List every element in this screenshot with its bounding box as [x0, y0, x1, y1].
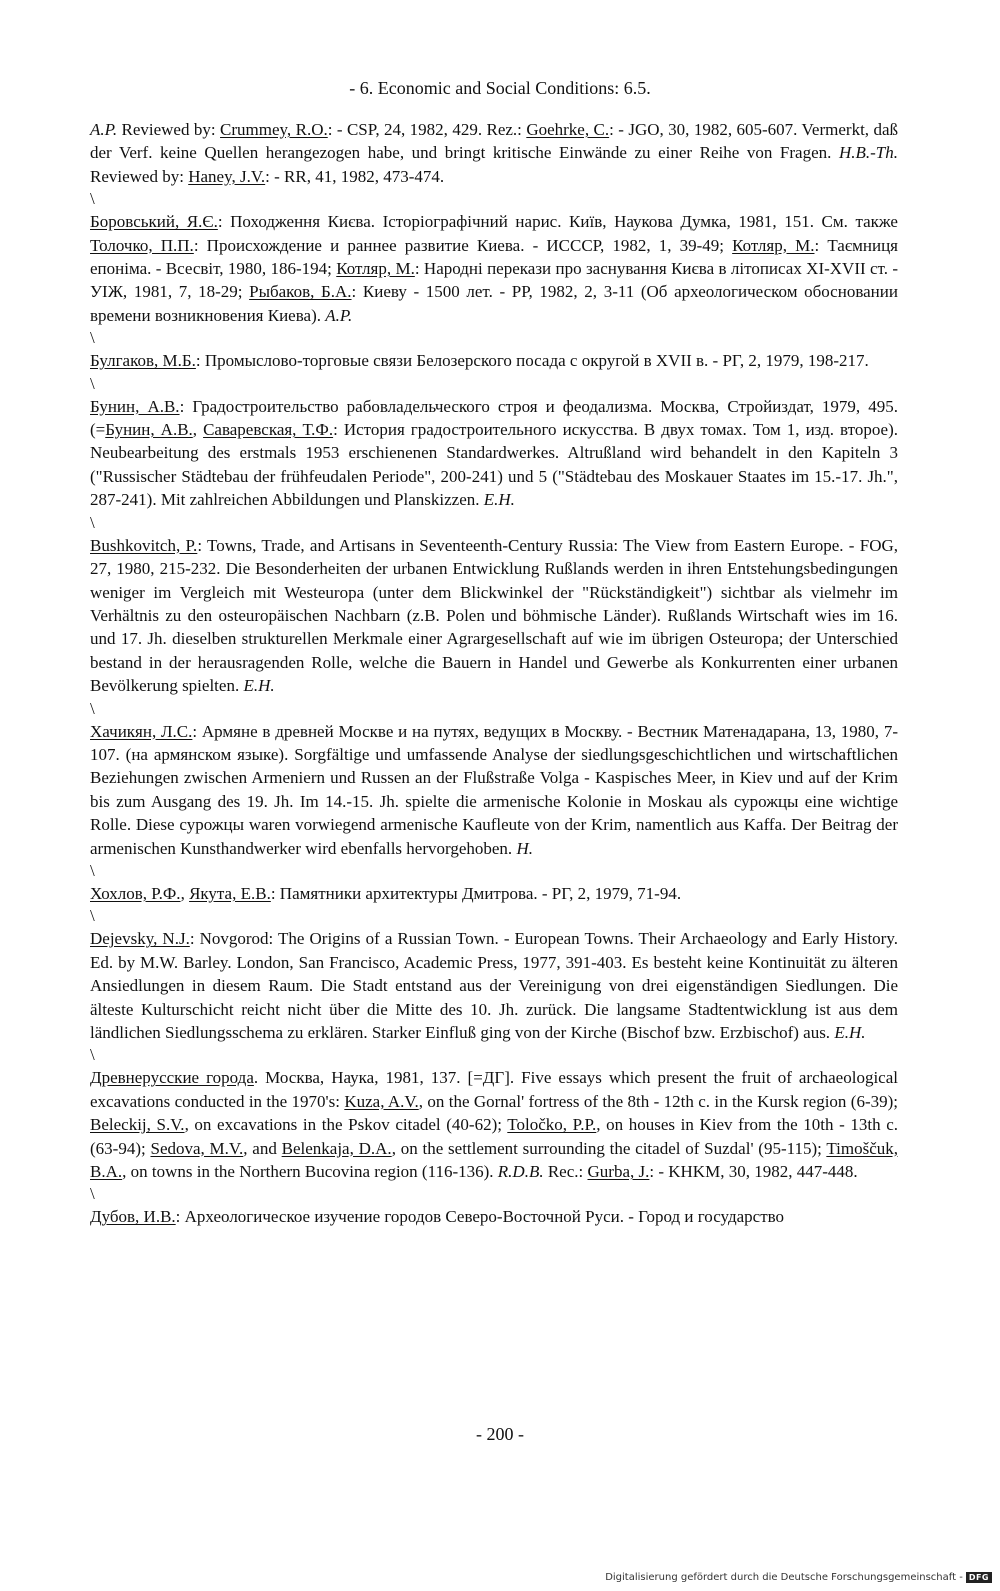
entry-text: : - JGO, 30, 1982, 605-607. Vermerkt, daß der Verf. keine Quellen herangezogen habe, und bringt kritische Einwände zu einer Reihe von Fragen. — [90, 120, 899, 163]
author-name: Timoščuk, B.A. — [90, 1138, 898, 1182]
author-name: Kuza, A.V. — [344, 1091, 419, 1111]
entry-separator: \ — [90, 1045, 95, 1065]
author-name: Толочко, П.П. — [90, 235, 194, 255]
page-number: - 200 - — [476, 1424, 524, 1444]
author-name: Дубов, И.В. — [90, 1207, 176, 1227]
entry-text: : Народні перекази про заснування Києва в літописах XI-XVII ст. - УІЖ, 1981, 7, 18-29; — [90, 259, 898, 302]
author-name: Рыбаков, Б.А. — [249, 282, 352, 302]
entry-separator: \ — [90, 189, 95, 209]
author-name: Haney, J.V. — [188, 166, 266, 186]
author-name: Якута, Е.В. — [189, 883, 271, 903]
bibliography-entry-borovskyi — [90, 210, 898, 327]
entry-separator: \ — [90, 860, 95, 880]
entry-text: : Towns, Trade, and Artisans in Seventeenth-Century Russia: The View from Eastern Europe. - FOG, 27, 1980, 215-232. Die Besonderheiten der urbanen Entwicklung Rußlands werden in ihren Entstehungsbedingungen weniger im Vergleich mit Westeuropa (unter dem Blickwinkel der "Rückständigkeit") sichtbar als vielmehr im Verhältnis zu den osteuropäischen Nachbarn (z.B. Polen und böhmische Länder). Rußlands Wirtschaft wies im 16. und 17. Jh. dieselben strukturellen Merkmale einer Agrargesellschaft auf wie im übrigen Osteuropa; der Unterschied bestand in der herausragenden Rolle, welche die Bauern in Handel und Gewerbe als Konkurrenten einer urbanen Bevölkerung spielten. — [90, 535, 898, 696]
reviewer-initials: R.D.B. — [497, 1162, 544, 1182]
entry-text: , on the Gornal' fortress of the 8th - 12th c. in the Kursk region (6-39); — [418, 1091, 899, 1111]
entry-text: : Промыслово-торговые связи Белозерского посада с округой в XVII в. - РГ, 2, 1979, 198-217. — [195, 351, 869, 371]
entry-text: : Археологическое изучение городов Северо-Восточной Руси. - Город и государство — [175, 1207, 785, 1227]
bibliography-entry-bunin — [90, 395, 898, 512]
bibliography-entry-bulgakov — [90, 349, 898, 372]
author-name: Котляр, М. — [732, 235, 815, 255]
author-name: Боровський, Я.Є. — [90, 212, 218, 232]
entry-text: : - RR, 41, 1982, 473-474. — [265, 166, 445, 186]
reviewer-initials: A.P. — [90, 120, 118, 139]
entry-text: : Киеву - 1500 лет. - РР, 1982, 2, 3-11 (Об археологическом обосновании времени возникновения Киева). — [90, 282, 898, 325]
entry-text: Reviewed by: — [117, 120, 221, 139]
author-name: Бунин, А.В. — [90, 396, 180, 416]
entry-text: : Градостроительство рабовладельческого строя и феодализма. Москва, Стройиздат, 1979, 495. (= — [90, 396, 898, 440]
bibliography-content — [90, 118, 898, 1229]
entry-text: : Памятники архитектуры Дмитрова. - РГ, 2, 1979, 71-94. — [270, 883, 682, 903]
author-name: Булгаков, М.Б. — [90, 351, 196, 371]
author-name: Dejevsky, N.J. — [90, 929, 190, 949]
entry-text: : - CSP, 24, 1982, 429. Rez.: — [327, 120, 527, 139]
reviewer-initials: E.H. — [243, 676, 275, 696]
entry-separator: \ — [90, 373, 95, 393]
entry-text: : Таємниця епоніма. - Всесвіт, 1980, 186-194; — [90, 235, 898, 279]
page-header: - 6. Economic and Social Conditions: 6.5. — [349, 78, 651, 98]
entry-text: : Novgorod: The Origins of a Russian Town. - European Towns. Their Archaeology and Early History. Ed. by M.W. Barley. London, San Francisco, Academic Press, 1977, 391-403. Es besteht keine Kontinuität zu älteren Ansiedlungen in diesem Raum. Die Stadt entstand aus der Vereinigung von drei eigenständigen Siedlungen. Die älteste Kulturschicht reicht nicht über die Mitte des 10. Jh. zurück. Die langsame Stadtentwicklung ist aus dem ländlichen Siedlungsschema zu erklären. Starker Einfluß ging von der Kirche (Bischof bzw. Erzbischof) aus. — [90, 929, 898, 1042]
entry-text: : Армяне в древней Москве и на путях, ведущих в Москву. - Вестник Матенадарана, 13, 1980, 7-107. (на армянском языке). Sorgfältige und umfassende Analyse der siedlungsgeschichtlichen und wirtschaftlichen Beziehungen zwischen Armeniern und Russen an der Flußstraße Volga - Kaspisches Meer, in Kiev und auf der Krim bis zum Ausgang des 19. Jh. Im 14.-15. Jh. spielte die armenische Kolonie in Moskau als сурожцы eine wichtige Rolle. Diese сурожцы waren vorwiegend armenische Kaufleute von der Krim, namentlich aus Kaffa. Der Beitrag der armenischen Kunsthandwerker wird ebenfalls hervorgehoben. — [90, 721, 898, 858]
entry-text: , on towns in the Northern Bucovina region (116-136). — [122, 1162, 498, 1182]
entry-text: , and — [243, 1138, 282, 1158]
bibliography-entry-bushkovitch — [90, 534, 898, 698]
bibliography-entry-drevnerusskie — [90, 1066, 898, 1183]
author-name: Belenkaja, D.A. — [281, 1138, 392, 1158]
author-name: Древнерусские города — [90, 1068, 254, 1088]
author-name: Bushkovitch, P. — [90, 535, 198, 555]
entry-separator: \ — [90, 698, 95, 718]
bibliography-entry-khachikian — [90, 720, 898, 860]
reviewer-initials: E.H. — [483, 490, 515, 510]
reviewer-initials: H.B.-Th. — [838, 143, 898, 163]
author-name: Sedova, M.V. — [150, 1138, 244, 1158]
reviewer-initials: E.H. — [834, 1023, 866, 1042]
author-name: Crummey, R.O. — [220, 120, 328, 139]
entry-text: , — [180, 883, 190, 903]
entry-text: Rec.: — [543, 1162, 588, 1182]
entry-separator: \ — [90, 906, 95, 926]
author-name: Бунин, А.В. — [105, 420, 193, 440]
reviewer-initials: H. — [516, 838, 533, 858]
author-name: Beleckij, S.V. — [90, 1115, 185, 1135]
bibliography-entry-dejevsky — [90, 927, 898, 1044]
author-name: Саваревская, Т.Ф. — [203, 420, 334, 440]
entry-text: . Москва, Наука, 1981, 137. [=ДГ]. Five essays which present the fruit of archaeological excavations conducted in the 1970's: — [90, 1068, 898, 1111]
entry-text: Reviewed by: — [90, 166, 189, 186]
reviewer-initials: A.P. — [325, 305, 353, 325]
entry-text: , on the settlement surrounding the citadel of Suzdal' (95-115); — [391, 1138, 827, 1158]
bibliography-entry-khokhlov — [90, 882, 898, 905]
entry-separator: \ — [90, 328, 95, 348]
entry-text: , — [192, 420, 204, 440]
bibliography-entry-crummey — [90, 118, 898, 188]
author-name: Goehrke, C. — [526, 120, 610, 139]
entry-separator: \ — [90, 512, 95, 532]
entry-separator: \ — [90, 1184, 95, 1204]
entry-text: : Происхождение и раннее развитие Киева. - ИСССР, 1982, 1, 39-49; — [193, 235, 733, 255]
author-name: Котляр, М. — [336, 259, 415, 279]
bibliography-entry-dubov — [90, 1205, 898, 1228]
entry-text: , on excavations in the Pskov citadel (40-62); — [184, 1115, 508, 1135]
dfg-logo: DFG — [966, 1572, 992, 1583]
author-name: Хачикян, Л.С. — [90, 721, 193, 741]
entry-text: , on houses in Kiev from the 10th - 13th c. (63-94); — [90, 1115, 899, 1158]
author-name: Хохлов, Р.Ф. — [90, 883, 181, 903]
author-name: Toločko, P.P. — [507, 1115, 597, 1135]
author-name: Gurba, J. — [587, 1162, 650, 1182]
entry-text: : - KHKM, 30, 1982, 447-448. — [649, 1162, 858, 1182]
entry-text: : Походження Києва. Історіографічний нарис. Київ, Наукова Думка, 1981, 151. См. также — [217, 212, 898, 232]
entry-text: : История градостроительного искусства. В двух томах. Том 1, изд. второе). Neubearbeitung des erstmals 1953 erschienenen Standardwerkes. Altrußland wird behandelt in den Kapiteln 3 ("Russischer Städtebau der frühfeudalen Periode", 200-241) und 5 ("Städtebau des Moskauer Staates im 15.-17. Jh.", 287-241). Mit zahlreichen Abbildungen und Planskizzen. — [90, 420, 898, 510]
footer-text: Digitalisierung gefördert durch die Deutsche Forschungsgemeinschaft - — [605, 1572, 963, 1583]
digitization-footer — [605, 1572, 992, 1583]
